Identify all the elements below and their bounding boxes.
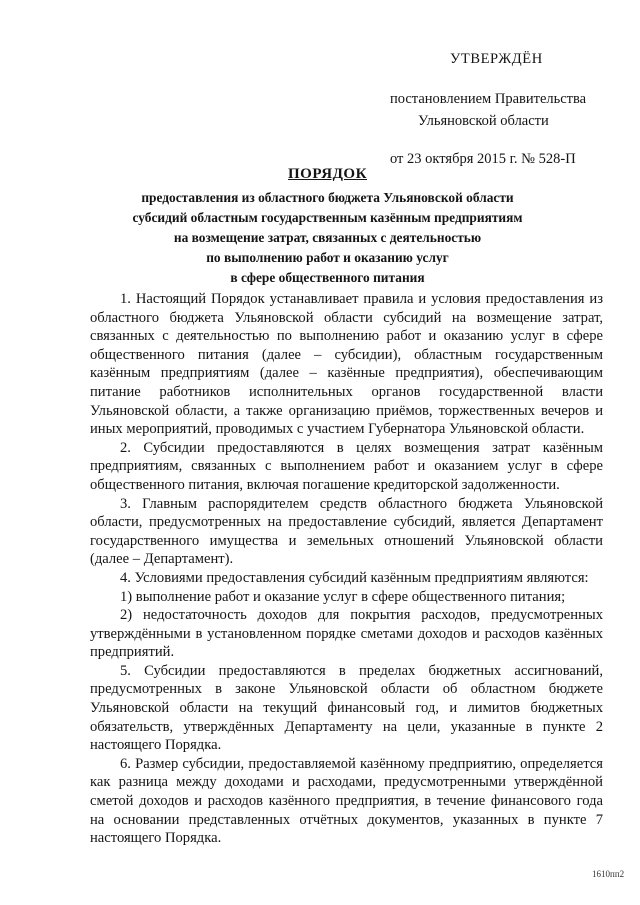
heading-line: по выполнению работ и оказанию услуг — [206, 250, 449, 265]
document-title: ПОРЯДОК — [288, 166, 367, 182]
paragraph-4-item-2: 2) недостаточность доходов для покрытия расходов, предусмотренных утверждёнными в установленном порядке сметами доходов и расходов казённых предприятий. — [90, 607, 603, 661]
approval-stamp — [390, 48, 625, 170]
paragraph-3: 3. Главным распорядителем средств областного бюджета Ульяновской области, предусмотренных на предоставление субсидий, является Департамент государственного имущества и земельных отношений Ульяновской области (далее – Департамент). — [90, 495, 603, 568]
document-heading — [90, 164, 565, 288]
approval-date: от 23 октября 2015 г. № 528-П — [390, 151, 576, 167]
heading-line: в сфере общественного питания — [230, 270, 425, 285]
paragraph-4-item-1: 1) выполнение работ и оказание услуг в сфере общественного питания; — [120, 588, 566, 605]
heading-line: на возмещение затрат, связанных с деятельностью — [173, 230, 482, 245]
heading-line: субсидий областным государственным казённым предприятиям — [132, 210, 523, 225]
paragraph-4: 4. Условиями предоставления субсидий казённым предприятиям являются: — [120, 569, 589, 586]
paragraph-1: 1. Настоящий Порядок устанавливает правила и условия предоставления из областного бюджета Ульяновской области субсидий на возмещение затрат, связанных с деятельностью по выполнению работ и оказанию услуг в сфере общественного питания (далее – субсидии), областным государственным казённым предприятиям (далее – казённые предприятия), обеспечивающим питание работников исполнительных органов государственной власти Ульяновской области, а также организацию приёмов, торжественных вечеров и иных мероприятий, проводимых с участием Губернатора Ульяновской области. — [90, 291, 603, 438]
approval-line-2: Ульяновской области — [418, 113, 549, 129]
document-body — [90, 290, 603, 848]
paragraph-6: 6. Размер субсидии, предоставляемой казённому предприятию, определяется как разница между доходами и расходами, предусмотренными утверждённой сметой доходов и расходов казённого предприятия, в течение финансового года на основании представленных отчётных документов, указанных в пункте 7 настоящего Порядка. — [90, 755, 603, 847]
paragraph-5: 5. Субсидии предоставляются в пределах бюджетных ассигнований, предусмотренных в законе Ульяновской области об областном бюджете Ульяновской области на текущий финансовый год, и лимитов бюджетных обязательств, утверждённых Департаменту на цели, указанные в пункте 2 настоящего Порядка. — [90, 662, 603, 754]
paragraph-2: 2. Субсидии предоставляются в целях возмещения затрат казённым предприятиям, связанных с выполнением работ и оказанием услуг в сфере общественного питания, включая погашение кредиторской задолженности. — [90, 439, 603, 493]
approval-title: УТВЕРЖДЁН — [450, 51, 543, 67]
heading-line: предоставления из областного бюджета Ульяновской области — [141, 190, 514, 205]
approval-line-1: постановлением Правительства — [390, 91, 587, 107]
page-code: 1610пп2 — [592, 869, 625, 879]
